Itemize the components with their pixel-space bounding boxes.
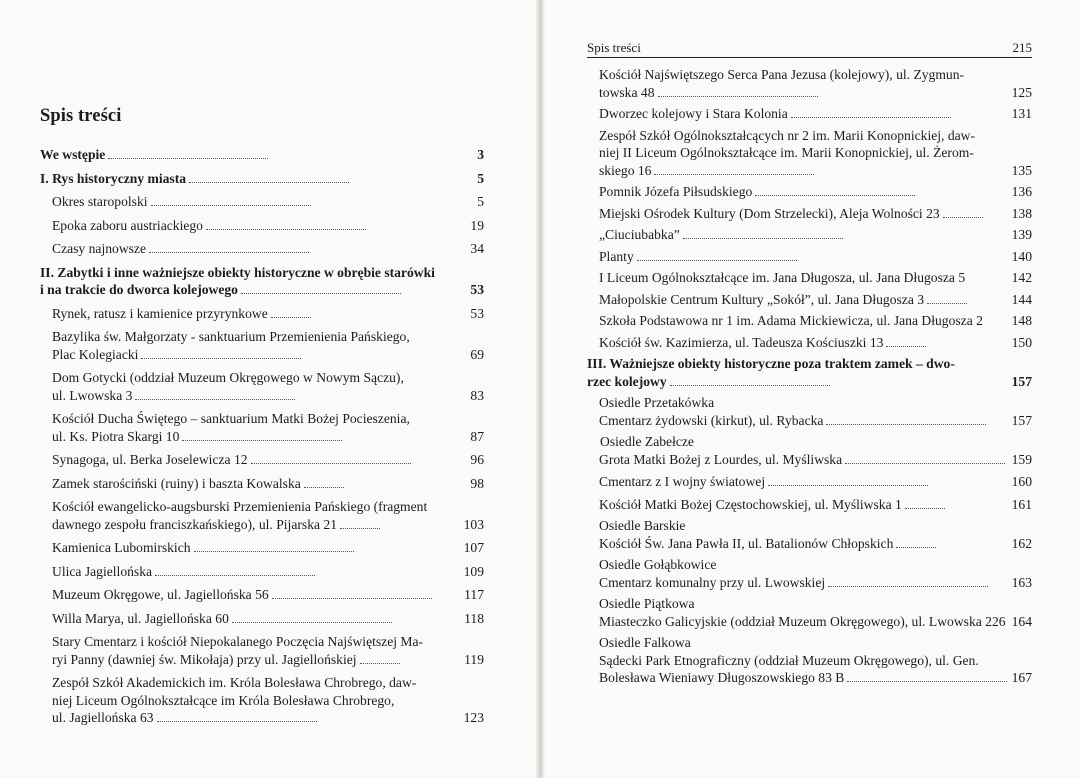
toc-entry[interactable]: III. Ważniejsze obiekty historyczne poza traktem zamek – dwo- rzec kolejowy 157 bbox=[587, 356, 1032, 389]
page-number: 215 bbox=[1012, 40, 1032, 55]
running-head-title: Spis treści bbox=[587, 40, 641, 55]
leader-dots bbox=[232, 622, 392, 623]
toc-entry[interactable]: Cmentarz z I wojny światowej 160 bbox=[599, 474, 1032, 489]
toc-entry[interactable]: Kościół Matki Bożej Częstochowskiej, ul. Myśliwska 1 161 bbox=[599, 496, 1032, 512]
leader-dots bbox=[304, 487, 344, 488]
leader-dots bbox=[828, 586, 988, 587]
leader-dots bbox=[683, 238, 843, 239]
toc-entry[interactable]: Osiedle Piątkowa Miasteczko Galicyjskie (oddział Muzeum Okręgowego), ul. Lwowska 226 164 bbox=[599, 596, 1032, 629]
toc-entry[interactable]: II. Zabytki i inne ważniejsze obiekty historyczne w obrębie starówki i na trakcie do dworca kolejowego 53 bbox=[40, 264, 484, 297]
leader-dots bbox=[108, 158, 268, 159]
leader-dots bbox=[149, 252, 309, 253]
toc-entry[interactable]: Dom Gotycki (oddział Muzeum Okręgowego w Nowym Sączu), ul. Lwowska 3 83 bbox=[52, 370, 484, 403]
toc-entry[interactable]: „Ciuciubabka” 139 bbox=[599, 227, 1032, 242]
toc-entry[interactable]: Bazylika św. Małgorzaty - sanktuarium Przemienienia Pańskiego, Plac Kolegiacki 69 bbox=[52, 329, 484, 362]
leader-dots bbox=[905, 508, 945, 509]
leader-dots bbox=[791, 117, 951, 118]
toc-entry[interactable]: Kościół Najświętszego Serca Pana Jezusa (kolejowy), ul. Zygmun- towska 48 125 bbox=[599, 67, 1032, 100]
leader-dots bbox=[182, 440, 342, 441]
toc-list-right bbox=[587, 66, 1032, 687]
toc-entry[interactable]: Pomnik Józefa Piłsudskiego 136 bbox=[599, 184, 1032, 199]
leader-dots bbox=[845, 463, 1005, 464]
running-header bbox=[587, 40, 1032, 58]
page-title: Spis treści bbox=[40, 106, 122, 126]
leader-dots bbox=[654, 174, 814, 175]
toc-entry[interactable]: Kamienica Lubomirskich 107 bbox=[52, 540, 484, 555]
toc-entry[interactable]: We wstępie 3 bbox=[40, 147, 484, 162]
toc-entry[interactable]: Stary Cmentarz i kościół Niepokalanego Poczęcia Najświętszej Ma- ryi Panny (dawniej św. Mikołaja) przy ul. Jagiellońskiej 119 bbox=[52, 634, 484, 667]
leader-dots bbox=[768, 485, 928, 486]
leader-dots bbox=[157, 721, 317, 722]
leader-dots bbox=[189, 182, 349, 183]
leader-dots bbox=[272, 598, 432, 599]
toc-entry[interactable]: Małopolskie Centrum Kultury „Sokół”, ul. Jana Długosza 3 144 bbox=[599, 291, 1032, 307]
leader-dots bbox=[241, 293, 401, 294]
leader-dots bbox=[206, 229, 366, 230]
leader-dots bbox=[637, 260, 797, 261]
toc-entry[interactable]: Osiedle Gołąbkowice Cmentarz komunalny przy ul. Lwowskiej 163 bbox=[599, 557, 1032, 590]
leader-dots bbox=[360, 663, 400, 664]
toc-entry[interactable]: Willa Marya, ul. Jagiellońska 60 118 bbox=[52, 610, 484, 626]
book-gutter bbox=[535, 0, 545, 778]
leader-dots bbox=[251, 463, 411, 464]
toc-entry[interactable]: Osiedle Barskie Kościół Św. Jana Pawła II, ul. Batalionów Chłopskich 162 bbox=[599, 518, 1032, 551]
leader-dots bbox=[340, 528, 380, 529]
toc-entry[interactable]: Synagoga, ul. Berka Joselewicza 12 96 bbox=[52, 452, 484, 467]
leader-dots bbox=[155, 575, 315, 576]
leader-dots bbox=[755, 195, 915, 196]
leader-dots bbox=[670, 385, 830, 386]
district-label: Osiedle Zabełcze bbox=[600, 434, 694, 449]
toc-entry[interactable]: Czasy najnowsze 34 bbox=[52, 241, 484, 256]
leader-dots bbox=[194, 551, 354, 552]
toc-entry[interactable]: Epoka zaboru austriackiego 19 bbox=[52, 217, 484, 233]
leader-dots bbox=[927, 303, 967, 304]
toc-entry[interactable]: Ulica Jagiellońska 109 bbox=[52, 563, 484, 579]
leader-dots bbox=[847, 681, 1007, 682]
toc-entry[interactable]: Miejski Ośrodek Kultury (Dom Strzelecki), Aleja Wolności 23 138 bbox=[599, 205, 1032, 221]
leader-dots bbox=[896, 547, 936, 548]
toc-entry[interactable]: I Liceum Ogólnokształcące im. Jana Długosza, ul. Jana Długosza 5 142 bbox=[599, 270, 1032, 285]
leader-dots bbox=[826, 424, 986, 425]
toc-entry[interactable]: Kościół ewangelicko-augsburski Przemienienia Pańskiego (fragment dawnego zespołu franciszkańskiego), ul. Pijarska 21 103 bbox=[52, 499, 484, 532]
toc-entry[interactable]: Grota Matki Bożej z Lourdes, ul. Myśliwska 159 bbox=[599, 451, 1032, 467]
toc-entry[interactable]: Kościół św. Kazimierza, ul. Tadeusza Kościuszki 13 150 bbox=[599, 334, 1032, 350]
toc-entry[interactable]: Zespół Szkół Akademickich im. Króla Bolesława Chrobrego, daw- niej Liceum Ogólnokształcące im Króla Bolesława Chrobrego, ul. Jagiellońska 63 123 bbox=[52, 675, 484, 725]
leader-dots bbox=[271, 317, 311, 318]
leader-dots bbox=[943, 217, 983, 218]
toc-entry[interactable]: Dworzec kolejowy i Stara Kolonia 131 bbox=[599, 106, 1032, 121]
toc-entry[interactable]: Szkoła Podstawowa nr 1 im. Adama Mickiewicza, ul. Jana Długosza 2 148 bbox=[599, 313, 1032, 328]
toc-entry[interactable]: Rynek, ratusz i kamienice przyrynkowe 53 bbox=[52, 305, 484, 321]
toc-entry[interactable]: Zamek starościński (ruiny) i baszta Kowalska 98 bbox=[52, 475, 484, 491]
toc-entry[interactable]: Kościół Ducha Świętego – sanktuarium Matki Bożej Pocieszenia, ul. Ks. Piotra Skargi 10 87 bbox=[52, 411, 484, 444]
leader-dots bbox=[135, 399, 295, 400]
toc-entry[interactable]: Muzeum Okręgowe, ul. Jagiellońska 56 117 bbox=[52, 587, 484, 602]
leader-dots bbox=[886, 346, 926, 347]
toc-list-left bbox=[40, 146, 484, 727]
leader-dots bbox=[658, 96, 818, 97]
toc-entry[interactable]: Zespół Szkół Ogólnokształcących nr 2 im. Marii Konopnickiej, daw- niej II Liceum Ogólnokształcące im. Marii Konopnickiej, ul. Żerom- skiego 16 135 bbox=[599, 127, 1032, 178]
toc-entry[interactable]: I. Rys historyczny miasta 5 bbox=[40, 170, 484, 186]
toc-entry[interactable]: Planty 140 bbox=[599, 248, 1032, 264]
leader-dots bbox=[151, 205, 311, 206]
toc-entry[interactable]: Osiedle Przetakówka Cmentarz żydowski (kirkut), ul. Rybacka 157 bbox=[599, 395, 1032, 428]
toc-entry[interactable]: Osiedle Falkowa Sądecki Park Etnograficzny (oddział Muzeum Okręgowego), ul. Gen. Bolesława Wieniawy Długoszowskiego 83 B 167 bbox=[599, 635, 1032, 685]
leader-dots bbox=[141, 358, 301, 359]
toc-entry[interactable]: Okres staropolski 5 bbox=[52, 194, 484, 209]
